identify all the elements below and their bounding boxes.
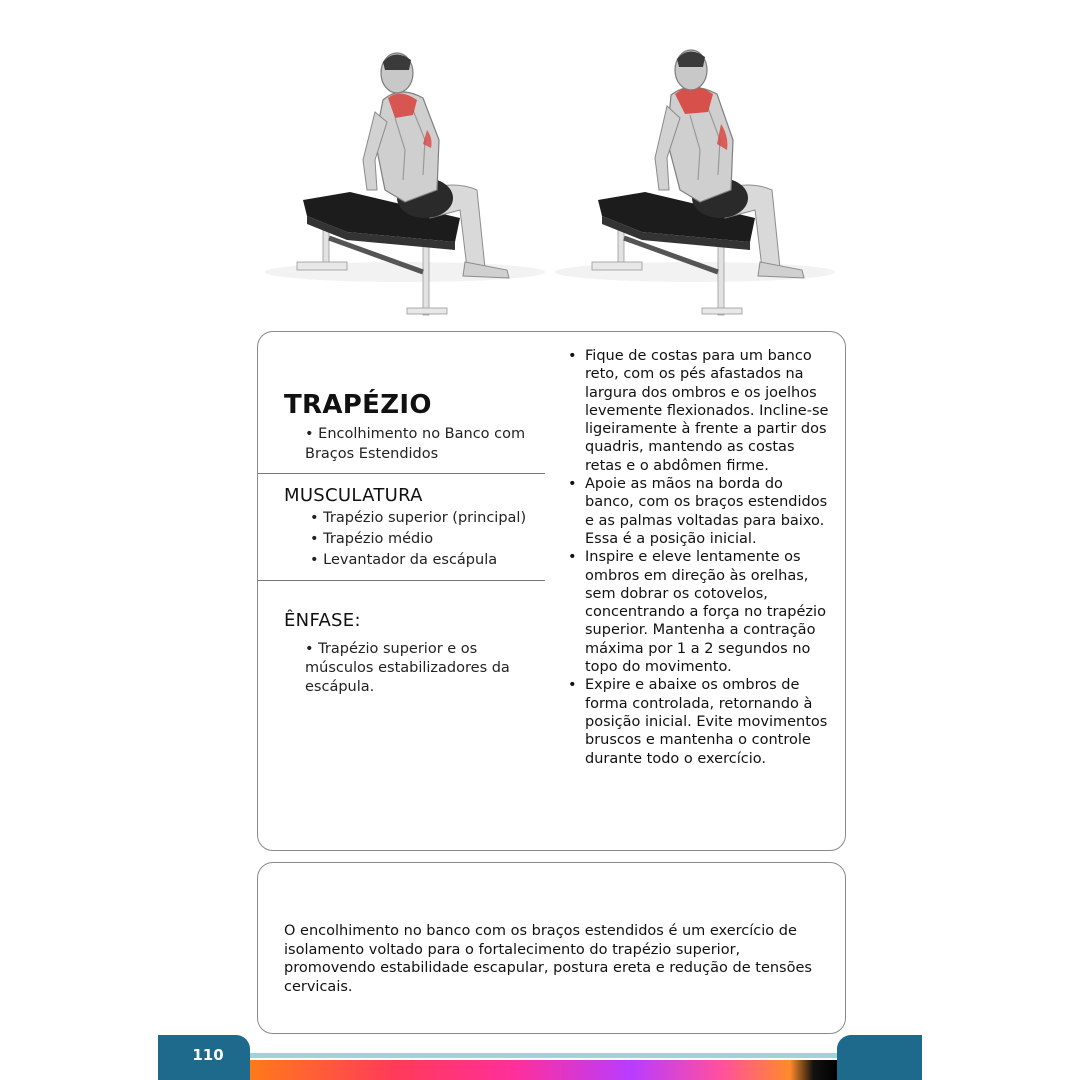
muscle-item: • Trapézio superior (principal) <box>310 510 527 526</box>
bullet-icon: • <box>568 677 577 694</box>
muscle-item: • Trapézio médio <box>310 531 434 547</box>
page-number: 110 <box>192 1046 224 1064</box>
instruction-step-text: Apoie as mãos na borda do banco, com os braços estendidos e as palmas voltadas para baixo. Essa é a posição inicial. <box>585 476 828 547</box>
instruction-step-text: Expire e abaixe os ombros de forma controlada, retornando à posição inicial. Evite movimentos bruscos e mantenha o controle durante todo o exercício. <box>585 677 828 767</box>
muscle-item: • Levantador da escápula <box>310 552 498 568</box>
instruction-step <box>565 548 835 676</box>
instruction-step <box>565 676 835 767</box>
exercise-info-card <box>257 331 846 851</box>
footer-page-tab <box>158 1035 250 1080</box>
footer-right-tab <box>837 1035 922 1080</box>
section-divider <box>258 580 545 581</box>
description-card <box>257 862 846 1034</box>
instruction-step <box>565 347 835 475</box>
bullet-icon: • <box>568 549 577 566</box>
exercise-illustration-finish <box>545 40 845 325</box>
exercise-illustration-start <box>255 40 555 325</box>
enfase-text: • Trapézio superior e os músculos estabilizadores da escápula. <box>305 641 510 695</box>
exercise-subtitle: • Encolhimento no Banco com Braços Estendidos <box>305 426 526 462</box>
exercise-description: O encolhimento no banco com os braços estendidos é um exercício de isolamento voltado para o fortalecimento do trapézio superior, promovendo estabilidade escapular, postura ereta e redução de tensões cervicais. <box>284 923 812 995</box>
section-divider <box>258 473 545 474</box>
instruction-steps <box>565 347 835 768</box>
footer-line <box>250 1053 837 1058</box>
footer-gradient-bar <box>250 1060 837 1080</box>
instruction-step-text: Fique de costas para um banco reto, com os pés afastados na largura dos ombros e os joelhos levemente flexionados. Incline-se ligeiramente à frente a partir dos quadris, mantendo as costas retas e o abdômen firme. <box>585 348 829 474</box>
enfase-heading: ÊNFASE: <box>284 610 361 631</box>
exercise-title: TRAPÉZIO <box>284 390 432 420</box>
musculatura-heading: MUSCULATURA <box>284 485 423 506</box>
bullet-icon: • <box>568 348 577 364</box>
bullet-icon: • <box>568 476 577 493</box>
musculatura-list <box>310 508 526 571</box>
instruction-step-text: Inspire e eleve lentamente os ombros em direção às orelhas, sem dobrar os cotovelos, concentrando a força no trapézio superior. Mantenha a contração máxima por 1 a 2 segundos no topo do movimento. <box>585 549 826 676</box>
instruction-step <box>565 475 835 548</box>
